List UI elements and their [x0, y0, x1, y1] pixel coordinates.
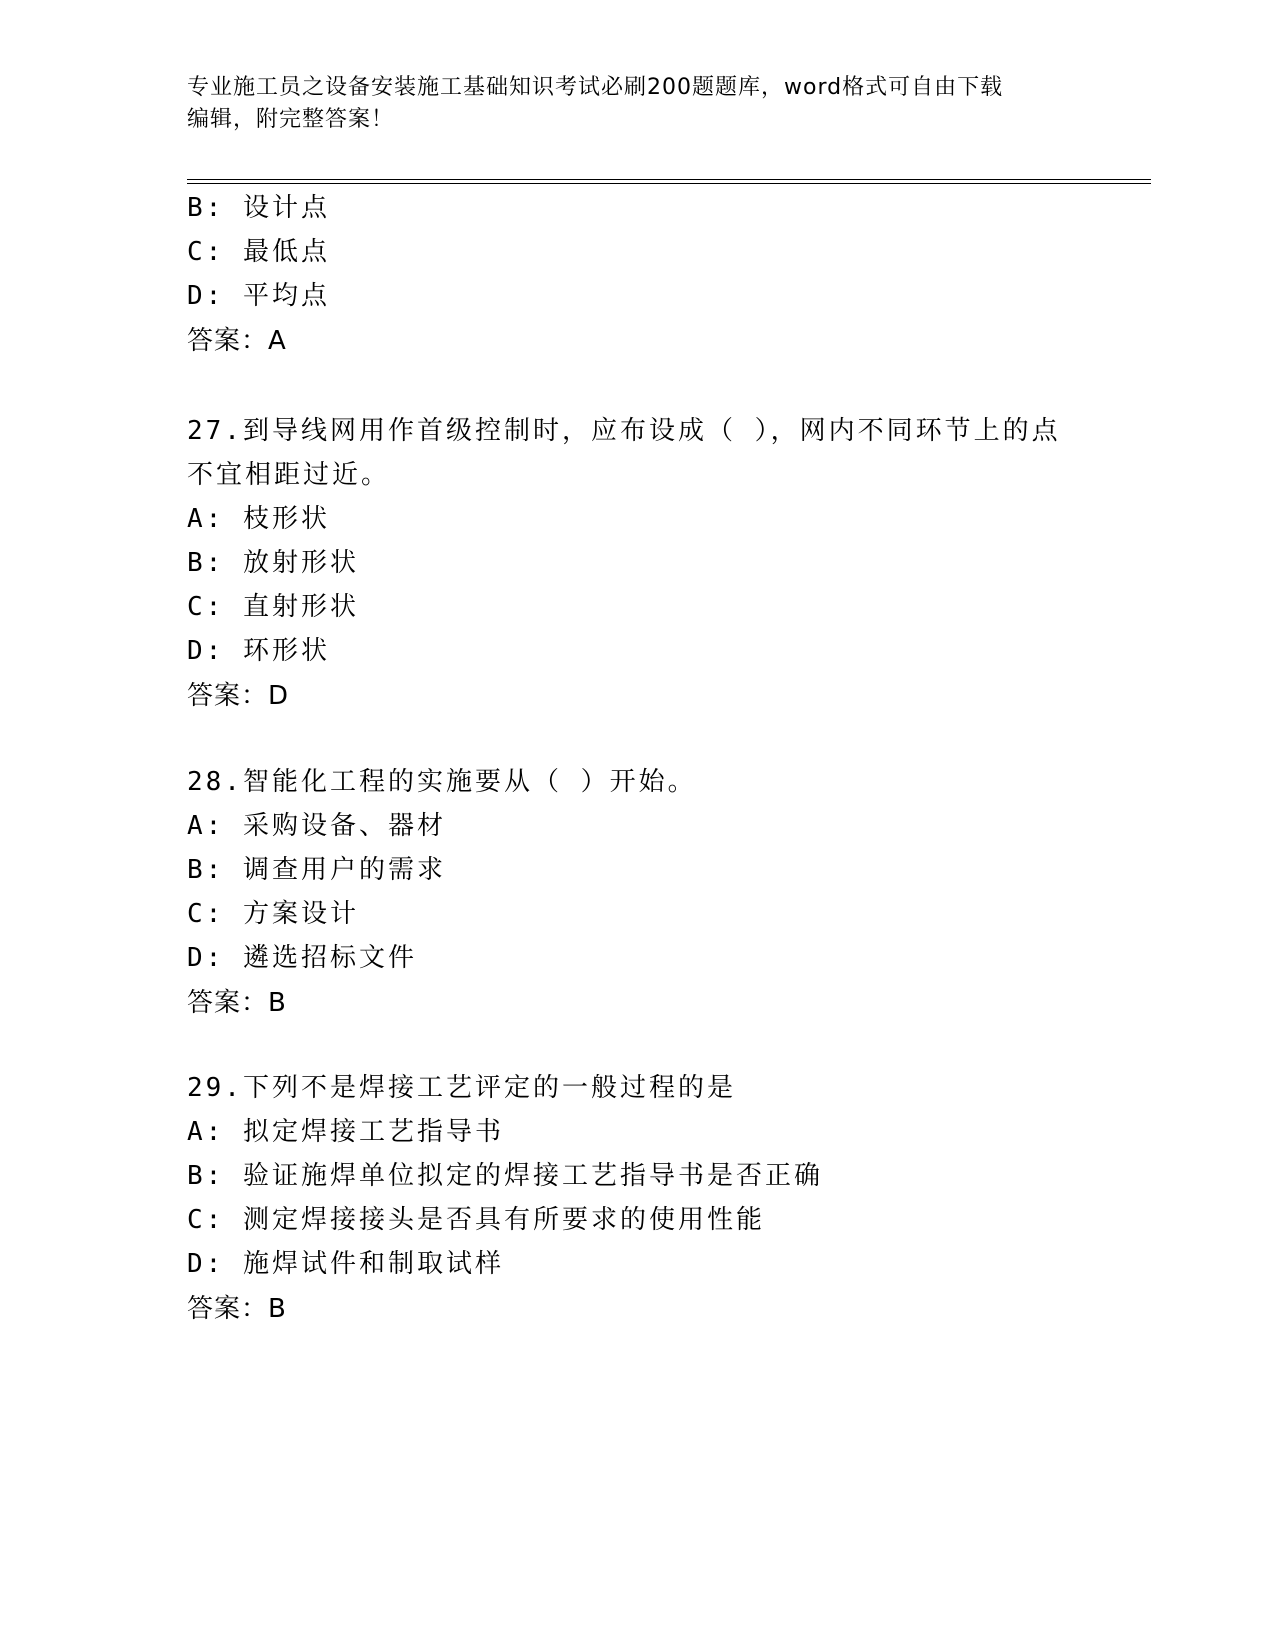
q26-option-d: D: 平均点: [187, 281, 330, 311]
q28-answer: 答案：B: [187, 988, 287, 1018]
q28-option-d: D: 遴选招标文件: [187, 943, 417, 973]
q27-answer: 答案：D: [187, 681, 290, 711]
q26-answer: 答案：A: [187, 326, 287, 356]
q27-option-c: C: 直射形状: [187, 592, 359, 622]
q29-option-b: B: 验证施焊单位拟定的焊接工艺指导书是否正确: [187, 1161, 823, 1191]
q27-option-d: D: 环形状: [187, 636, 330, 666]
q28-stem-line-1: 28.智能化工程的实施要从（ ）开始。: [187, 767, 697, 797]
q26-option-c: C: 最低点: [187, 237, 330, 267]
header-title-line-1: 专业施工员之设备安装施工基础知识考试必刷200题题库，word格式可自由下载: [187, 75, 1004, 100]
document-header: [187, 72, 1067, 136]
q29-answer: 答案：B: [187, 1294, 287, 1324]
q28-option-b: B: 调查用户的需求: [187, 855, 446, 885]
q29-option-a: A: 拟定焊接工艺指导书: [187, 1117, 504, 1147]
q26-option-b: B: 设计点: [187, 193, 330, 223]
q29-stem-line-1: 29.下列不是焊接工艺评定的一般过程的是: [187, 1073, 736, 1103]
q27-stem-line-2: 不宜相距过近。: [187, 460, 391, 490]
q29-option-c: C: 测定焊接接头是否具有所要求的使用性能: [187, 1205, 765, 1235]
q27-option-a: A: 枝形状: [187, 504, 330, 534]
q28-option-c: C: 方案设计: [187, 899, 359, 929]
header-divider-top: [187, 179, 1151, 180]
q28-option-a: A: 采购设备、器材: [187, 811, 446, 841]
header-divider-bottom: [187, 183, 1151, 184]
q29-option-d: D: 施焊试件和制取试样: [187, 1249, 504, 1279]
q27-stem-line-1: 27.到导线网用作首级控制时，应布设成（ ），网内不同环节上的点: [187, 416, 1061, 446]
q27-option-b: B: 放射形状: [187, 548, 359, 578]
header-title-line-2: 编辑，附完整答案！: [187, 107, 395, 132]
